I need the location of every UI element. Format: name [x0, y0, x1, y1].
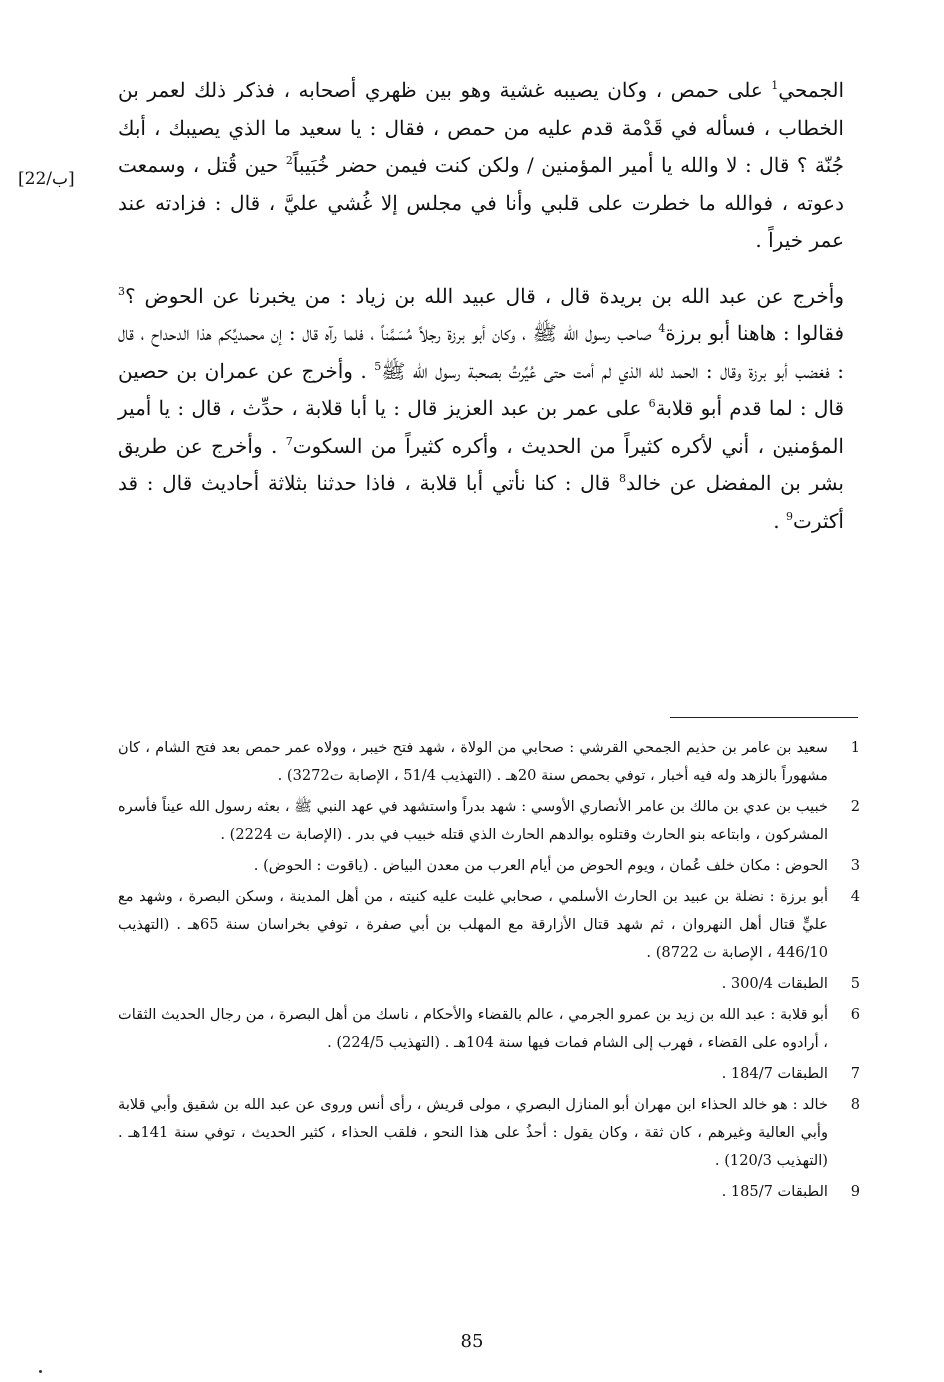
footnote — [118, 852, 860, 880]
footnote-number: 5 — [850, 975, 860, 992]
paragraph — [118, 72, 844, 260]
footnote — [118, 1091, 860, 1175]
footnote-number: 8 — [850, 1096, 860, 1113]
footnote-ref: 6 — [648, 397, 656, 410]
footnotes — [118, 734, 860, 1206]
footnote — [118, 970, 860, 998]
footnote-text: الطبقات 185/7 . — [721, 1183, 828, 1200]
footnote-ref: 2 — [285, 154, 293, 167]
footnote-ref: 5 — [374, 359, 382, 373]
text-run: وأخرج عن عبد الله بن بريدة قال ، قال عبيد الله بن زياد : من يخبرنا عن الحوض ؟ — [125, 283, 844, 308]
footnote — [118, 793, 860, 849]
footnote — [118, 1060, 860, 1088]
footnote — [118, 1001, 860, 1057]
text-run: الجمحي — [778, 78, 844, 102]
footnote-number: 9 — [850, 1183, 860, 1200]
footnote-text: أبو قلابة : عبد الله بن زيد بن عمرو الجرمي ، عالم بالقضاء والأحكام ، ناسك من أهل البصرة ، من رجال الحديث الثقات ، أرادوه على القضاء ، فهرب إلى الشام فمات فيها سنة 104هـ . (التهذيب 224/5) . — [118, 1006, 828, 1051]
footnote-text: الطبقات 300/4 . — [721, 975, 828, 992]
footnote-ref: 7 — [285, 434, 293, 448]
paragraph — [118, 278, 844, 541]
scan-speck — [39, 1370, 42, 1373]
footnote — [118, 1178, 860, 1206]
footnote — [118, 883, 860, 967]
main-text — [118, 72, 844, 540]
footnote-number: 4 — [850, 888, 860, 905]
footnote-text: خالد : هو خالد الحذاء ابن مهران أبو المنازل البصري ، مولى قريش ، رأى أنس وروى عن عبد الله بن شقيق وأبي قلابة وأبي العالية وغيرهم ، كان ثقة ، وكان يقول : أحذُ على هذا النحو ، فلقب الحذاء ، كثير الحديث ، توفي سنة 141هـ . (التهذيب 120/3) . — [118, 1096, 828, 1169]
text-run: قال : كنا نأتي أبا قلابة ، فاذا حدثنا بثلاثة أحاديث قال : قد أكثرت — [118, 471, 844, 533]
text-run: . — [773, 508, 787, 533]
footnote-ref: 3 — [118, 284, 125, 298]
footnote-text: خبيب بن عدي بن مالك بن عامر الأنصاري الأوسي : شهد بدراً واستشهد في عهد النبي ﷺ ، بعثه رسول الله عيناً فأسره المشركون ، وابتاعه بنو الحارث وقتلوه بوالدهم الحارث الذي قتله خبيب في بدر . (الإصابة ت 2224) . — [118, 798, 828, 843]
footnote-ref: 4 — [658, 322, 666, 335]
footnote-number: 7 — [850, 1065, 860, 1082]
text-run: على حمص ، وكان يصيبه غشية وهو بين ظهري أصحابه ، فذكر ذلك لعمر بن الخطاب ، فسأله في قَدْمة قدم عليه من حمص ، فقال : يا سعيد ما الذي يصيبك ، أبك جُنّة ؟ قال : لا والله يا أمير المؤمنين / ولكن كنت فيمن حضر خُبَيباً — [118, 78, 845, 177]
text-run: فقالوا : هاهنا أبو برزة — [665, 321, 845, 345]
footnote-number: 6 — [850, 1006, 860, 1023]
footnote-text: أبو برزة : نضلة بن عبيد بن الحارث الأسلمي ، صحابي غلبت عليه كنيته ، من أهل المدينة ، وسكن البصرة ، وشهد مع عليٍّ قتال أهل النهروان ، ثم شهد قتال الأزارقة مع المهلب بن أبي صفرة ، توفي بخراسان سنة 65هـ . (التهذيب 446/10 ، الإصابة ت 8722) . — [118, 888, 828, 961]
footnote-number: 2 — [850, 798, 860, 815]
manuscript-folio-marker: [22/ب] — [18, 169, 75, 189]
text-run: على عمر بن عبد العزيز قال : يا أبا قلابة ، حدِّث ، قال : يا أمير المؤمنين ، أني لأكره كثيراً من الحديث ، وأكره كثيراً من السكوت — [118, 396, 844, 458]
footnote-separator — [670, 717, 858, 718]
text-run: . وأخرج عن عمران بن حصين قال : لما قدم أبو قلابة — [118, 358, 845, 420]
page-number: 85 — [460, 1331, 484, 1352]
footnote-text: الطبقات 184/7 . — [721, 1065, 828, 1082]
footnote — [118, 734, 860, 790]
footnote-text: الحوض : مكان خلف عُمان ، ويوم الحوض من أيام العرب من معدن البياض . (ياقوت : الحوض) . — [253, 857, 828, 874]
footnote-ref: 8 — [619, 472, 627, 485]
text-run: حين قُتل ، وسمعت دعوته ، فوالله ما خطرت على قلبي وأنا في مجلس إلا غُشي عليَّ ، قال : فزادته عند عمر خيراً . — [118, 153, 844, 252]
footnote-number: 1 — [850, 739, 860, 756]
footnote-text: سعيد بن عامر بن حذيم الجمحي القرشي : صحابي من الولاة ، شهد فتح خيبر ، وولاه عمر حمص بعد فتح الشام ، كان مشهوراً بالزهد وله فيه أخبار ، توفي بحمص سنة 20هـ . (التهذيب 51/4 ، الإصابة ت3272) . — [118, 739, 828, 784]
text-run: صاحب رسول الله ﷺ ، وكان أبو برزة رجلاً مُسَمَّناً ، فلما رآه قال : إن محمديِّكم هذا الدحداح ، قال : فغضب أبو برزة وقال : الحمد لله الذي لم أمت حتى عُيِّرتُ بصحبة رسول الله ﷺ — [118, 321, 844, 383]
footnote-ref: 1 — [771, 79, 779, 92]
footnote-ref: 9 — [786, 509, 794, 523]
text-run: . وأخرج عن طريق بشر بن المفضل عن خالد — [118, 433, 844, 495]
footnote-number: 3 — [850, 857, 860, 874]
